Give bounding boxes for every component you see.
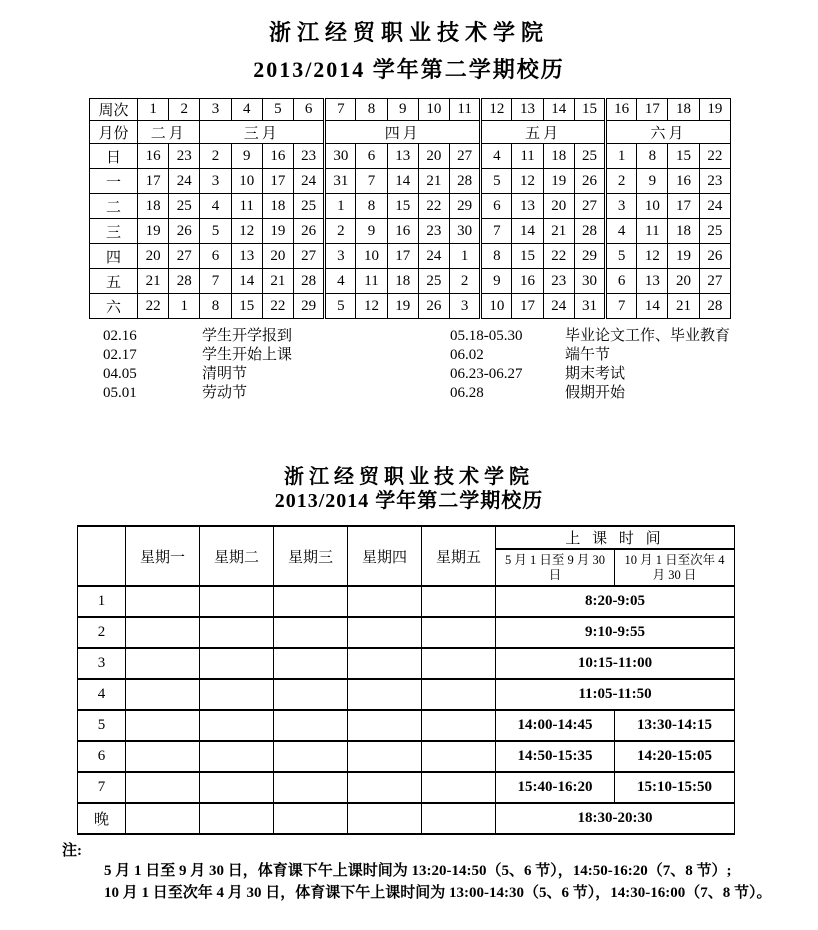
weekday-header-thursday: 星期四 [348, 526, 422, 586]
event-date: 06.23-06.27 [450, 366, 523, 382]
date-cell: 23 [543, 269, 574, 294]
date-cell: 27 [699, 269, 730, 294]
date-cell: 19 [543, 169, 574, 194]
schedule-cell [274, 772, 348, 803]
week-number-row [90, 99, 731, 121]
day-row [90, 244, 731, 269]
schedule-cell [126, 803, 200, 834]
schedule-cell [126, 741, 200, 772]
school-title: 浙江经贸职业技术学院 [268, 20, 549, 45]
footnote-label: 注: [62, 843, 82, 859]
date-cell: 2 [325, 219, 356, 244]
date-cell: 6 [200, 244, 231, 269]
date-cell: 25 [169, 194, 200, 219]
date-cell: 27 [169, 244, 200, 269]
date-cell: 14 [387, 169, 418, 194]
date-cell: 17 [138, 169, 169, 194]
date-cell: 7 [606, 294, 637, 319]
date-cell: 18 [668, 219, 699, 244]
calendar-table [89, 98, 731, 319]
date-cell: 3 [450, 294, 481, 319]
timetable-row [78, 741, 735, 772]
time-cell: 9:10-9:55 [496, 617, 735, 648]
time-period-summer-header: 5 月 1 日至 9 月 30 日 [496, 549, 615, 586]
event-desc: 清明节 [202, 366, 248, 382]
week-number-cell: 12 [481, 99, 512, 121]
schedule-cell [200, 803, 274, 834]
time-cell: 18:30-20:30 [496, 803, 735, 834]
date-cell: 30 [574, 269, 605, 294]
schedule-cell [422, 710, 496, 741]
event-date: 02.16 [103, 328, 137, 344]
day-row [90, 194, 731, 219]
date-cell: 11 [637, 219, 668, 244]
schedule-cell [274, 617, 348, 648]
event-date: 05.18-05.30 [450, 328, 523, 344]
schedule-cell [422, 648, 496, 679]
date-cell: 6 [356, 144, 387, 169]
time-cell: 8:20-9:05 [496, 586, 735, 617]
class-timetable [77, 525, 735, 835]
schedule-cell [348, 710, 422, 741]
week-number-cell: 8 [356, 99, 387, 121]
date-cell: 15 [387, 194, 418, 219]
week-number-cell: 18 [668, 99, 699, 121]
week-number-cell: 3 [200, 99, 231, 121]
date-cell: 31 [574, 294, 605, 319]
timetable-row [78, 710, 735, 741]
date-cell: 29 [574, 244, 605, 269]
date-cell: 12 [512, 169, 543, 194]
date-cell: 26 [294, 219, 325, 244]
date-cell: 17 [512, 294, 543, 319]
time-cell: 15:40-16:20 [496, 772, 615, 803]
day-label: 六 [90, 294, 138, 319]
date-cell: 9 [356, 219, 387, 244]
schedule-cell [200, 586, 274, 617]
date-cell: 25 [699, 219, 730, 244]
date-cell: 13 [231, 244, 262, 269]
date-cell: 28 [574, 219, 605, 244]
event-desc: 期末考试 [565, 366, 626, 382]
date-cell: 11 [512, 144, 543, 169]
schedule-cell [126, 586, 200, 617]
date-cell: 5 [606, 244, 637, 269]
date-cell: 25 [418, 269, 449, 294]
month-cell: 五月 [481, 121, 606, 144]
time-cell: 11:05-11:50 [496, 679, 735, 710]
date-cell: 7 [481, 219, 512, 244]
date-cell: 21 [138, 269, 169, 294]
month-cell: 二月 [138, 121, 200, 144]
event-line [103, 365, 818, 384]
event-desc: 假期开始 [565, 385, 626, 401]
month-row [90, 121, 731, 144]
date-cell: 1 [606, 144, 637, 169]
date-cell: 29 [294, 294, 325, 319]
date-cell: 15 [668, 144, 699, 169]
schedule-cell [348, 803, 422, 834]
date-cell: 27 [574, 194, 605, 219]
date-cell: 18 [543, 144, 574, 169]
schedule-cell [274, 679, 348, 710]
date-cell: 5 [481, 169, 512, 194]
date-cell: 13 [637, 269, 668, 294]
schedule-cell [422, 772, 496, 803]
date-cell: 16 [262, 144, 293, 169]
date-cell: 10 [231, 169, 262, 194]
month-cell: 六月 [606, 121, 731, 144]
school-title-2: 浙江经贸职业技术学院 [284, 466, 534, 488]
event-desc: 学生开始上课 [202, 347, 293, 363]
schedule-cell [422, 679, 496, 710]
schedule-cell [274, 741, 348, 772]
timetable-row [78, 617, 735, 648]
time-cell: 14:00-14:45 [496, 710, 615, 741]
date-cell: 24 [418, 244, 449, 269]
date-cell: 20 [418, 144, 449, 169]
date-cell: 6 [481, 194, 512, 219]
date-cell: 4 [481, 144, 512, 169]
date-cell: 28 [169, 269, 200, 294]
date-cell: 3 [200, 169, 231, 194]
week-number-cell: 2 [169, 99, 200, 121]
date-cell: 2 [450, 269, 481, 294]
day-row [90, 219, 731, 244]
date-cell: 7 [200, 269, 231, 294]
schedule-cell [274, 710, 348, 741]
date-cell: 15 [512, 244, 543, 269]
month-cell: 三月 [200, 121, 325, 144]
date-cell: 16 [387, 219, 418, 244]
schedule-cell [126, 772, 200, 803]
day-row [90, 144, 731, 169]
event-desc: 毕业论文工作、毕业教育 [565, 328, 731, 344]
date-cell: 9 [481, 269, 512, 294]
date-cell: 16 [138, 144, 169, 169]
time-cell: 15:10-15:50 [615, 772, 735, 803]
date-cell: 8 [481, 244, 512, 269]
timetable-row [78, 803, 735, 834]
schedule-cell [422, 741, 496, 772]
day-label: 日 [90, 144, 138, 169]
timetable-row [78, 679, 735, 710]
timetable-row [78, 648, 735, 679]
date-cell: 20 [668, 269, 699, 294]
date-cell: 6 [606, 269, 637, 294]
date-cell: 2 [606, 169, 637, 194]
event-line [103, 327, 818, 346]
date-cell: 9 [231, 144, 262, 169]
date-cell: 3 [325, 244, 356, 269]
event-desc: 学生开学报到 [202, 328, 293, 344]
week-number-cell: 11 [450, 99, 481, 121]
event-date: 02.17 [103, 347, 137, 363]
date-cell: 21 [262, 269, 293, 294]
date-cell: 31 [325, 169, 356, 194]
timetable-corner-cell [78, 526, 126, 586]
date-cell: 21 [418, 169, 449, 194]
week-number-cell: 13 [512, 99, 543, 121]
date-cell: 1 [450, 244, 481, 269]
event-date: 06.02 [450, 347, 484, 363]
schedule-cell [126, 679, 200, 710]
date-cell: 26 [574, 169, 605, 194]
date-cell: 18 [138, 194, 169, 219]
period-label: 7 [78, 772, 126, 803]
day-label: 一 [90, 169, 138, 194]
day-row [90, 269, 731, 294]
weekday-header-tuesday: 星期二 [200, 526, 274, 586]
date-cell: 17 [262, 169, 293, 194]
schedule-cell [126, 710, 200, 741]
date-cell: 8 [356, 194, 387, 219]
schedule-cell [348, 617, 422, 648]
event-desc: 端午节 [565, 347, 611, 363]
period-label: 3 [78, 648, 126, 679]
date-cell: 19 [668, 244, 699, 269]
class-time-header: 上 课 时 间 [496, 526, 735, 549]
time-cell: 14:50-15:35 [496, 741, 615, 772]
date-cell: 27 [450, 144, 481, 169]
date-cell: 22 [699, 144, 730, 169]
date-cell: 10 [481, 294, 512, 319]
semester-calendar-title: 2013/2014 学年第二学期校历 [253, 57, 565, 82]
event-date: 06.28 [450, 385, 484, 401]
date-cell: 28 [699, 294, 730, 319]
date-cell: 27 [294, 244, 325, 269]
date-cell: 26 [418, 294, 449, 319]
event-line [103, 346, 818, 365]
date-cell: 28 [294, 269, 325, 294]
date-cell: 28 [450, 169, 481, 194]
date-cell: 26 [699, 244, 730, 269]
period-label: 2 [78, 617, 126, 648]
week-number-cell: 15 [574, 99, 605, 121]
event-date: 05.01 [103, 385, 137, 401]
date-cell: 3 [606, 194, 637, 219]
date-cell: 16 [512, 269, 543, 294]
time-period-winter-header: 10 月 1 日至次年 4 月 30 日 [615, 549, 735, 586]
week-number-cell: 17 [637, 99, 668, 121]
schedule-cell [348, 772, 422, 803]
schedule-cell [200, 772, 274, 803]
schedule-cell [200, 679, 274, 710]
date-cell: 11 [231, 194, 262, 219]
schedule-cell [274, 586, 348, 617]
week-number-cell: 1 [138, 99, 169, 121]
month-header-label: 月份 [90, 121, 138, 144]
date-cell: 8 [200, 294, 231, 319]
period-label: 晚 [78, 803, 126, 834]
date-cell: 23 [294, 144, 325, 169]
schedule-cell [348, 648, 422, 679]
day-row [90, 294, 731, 319]
period-label: 5 [78, 710, 126, 741]
schedule-cell [348, 679, 422, 710]
date-cell: 14 [231, 269, 262, 294]
schedule-cell [200, 648, 274, 679]
timetable-row [78, 772, 735, 803]
month-cell: 四月 [325, 121, 481, 144]
date-cell: 4 [325, 269, 356, 294]
period-label: 6 [78, 741, 126, 772]
time-cell: 10:15-11:00 [496, 648, 735, 679]
date-cell: 19 [262, 219, 293, 244]
day-label: 三 [90, 219, 138, 244]
timetable-row [78, 586, 735, 617]
week-number-cell: 10 [418, 99, 449, 121]
schedule-cell [422, 586, 496, 617]
date-cell: 1 [325, 194, 356, 219]
date-cell: 7 [356, 169, 387, 194]
week-number-cell: 16 [606, 99, 637, 121]
event-date: 04.05 [103, 366, 137, 382]
schedule-cell [126, 648, 200, 679]
schedule-cell [274, 803, 348, 834]
day-row [90, 169, 731, 194]
date-cell: 18 [387, 269, 418, 294]
date-cell: 10 [356, 244, 387, 269]
semester-calendar-title-2: 2013/2014 学年第二学期校历 [274, 490, 544, 512]
date-cell: 5 [325, 294, 356, 319]
date-cell: 22 [418, 194, 449, 219]
weekday-header-friday: 星期五 [422, 526, 496, 586]
date-cell: 23 [418, 219, 449, 244]
date-cell: 20 [138, 244, 169, 269]
day-label: 二 [90, 194, 138, 219]
schedule-cell [200, 617, 274, 648]
weekday-header-wednesday: 星期三 [274, 526, 348, 586]
schedule-cell [422, 803, 496, 834]
events-list [103, 327, 818, 403]
week-header-label: 周次 [90, 99, 138, 121]
date-cell: 21 [543, 219, 574, 244]
date-cell: 13 [387, 144, 418, 169]
date-cell: 12 [356, 294, 387, 319]
period-label: 4 [78, 679, 126, 710]
weekday-header-monday: 星期一 [126, 526, 200, 586]
date-cell: 19 [138, 219, 169, 244]
date-cell: 18 [262, 194, 293, 219]
date-cell: 10 [637, 194, 668, 219]
period-label: 1 [78, 586, 126, 617]
date-cell: 15 [231, 294, 262, 319]
schedule-cell [200, 710, 274, 741]
date-cell: 30 [325, 144, 356, 169]
week-number-cell: 5 [262, 99, 293, 121]
week-number-cell: 4 [231, 99, 262, 121]
date-cell: 12 [637, 244, 668, 269]
date-cell: 24 [169, 169, 200, 194]
time-cell: 14:20-15:05 [615, 741, 735, 772]
date-cell: 4 [200, 194, 231, 219]
date-cell: 24 [543, 294, 574, 319]
day-label: 五 [90, 269, 138, 294]
schedule-cell [348, 741, 422, 772]
date-cell: 19 [387, 294, 418, 319]
schedule-cell [200, 741, 274, 772]
time-cell: 13:30-14:15 [615, 710, 735, 741]
date-cell: 20 [262, 244, 293, 269]
date-cell: 23 [169, 144, 200, 169]
event-desc: 劳动节 [202, 385, 248, 401]
week-number-cell: 7 [325, 99, 356, 121]
date-cell: 1 [169, 294, 200, 319]
schedule-cell [126, 617, 200, 648]
date-cell: 29 [450, 194, 481, 219]
footnote-line: 10 月 1 日至次年 4 月 30 日，体育课下午上课时间为 13:00-14:30（5、6 节），14:30-16:00（7、8 节）。 [104, 884, 772, 901]
event-line [103, 384, 818, 403]
date-cell: 26 [169, 219, 200, 244]
date-cell: 9 [637, 169, 668, 194]
date-cell: 25 [574, 144, 605, 169]
date-cell: 2 [200, 144, 231, 169]
date-cell: 23 [699, 169, 730, 194]
week-number-cell: 9 [387, 99, 418, 121]
date-cell: 17 [668, 194, 699, 219]
day-label: 四 [90, 244, 138, 269]
footnote-line: 5 月 1 日至 9 月 30 日，体育课下午上课时间为 13:20-14:50（5、6 节），14:50-16:20（7、8 节）; [104, 863, 732, 879]
date-cell: 4 [606, 219, 637, 244]
schedule-cell [348, 586, 422, 617]
date-cell: 22 [138, 294, 169, 319]
date-cell: 16 [668, 169, 699, 194]
schedule-cell [274, 648, 348, 679]
date-cell: 8 [637, 144, 668, 169]
week-number-cell: 14 [543, 99, 574, 121]
date-cell: 5 [200, 219, 231, 244]
date-cell: 30 [450, 219, 481, 244]
date-cell: 24 [699, 194, 730, 219]
date-cell: 25 [294, 194, 325, 219]
date-cell: 20 [543, 194, 574, 219]
date-cell: 14 [512, 219, 543, 244]
date-cell: 21 [668, 294, 699, 319]
date-cell: 14 [637, 294, 668, 319]
week-number-cell: 19 [699, 99, 730, 121]
date-cell: 17 [387, 244, 418, 269]
schedule-cell [422, 617, 496, 648]
date-cell: 22 [262, 294, 293, 319]
date-cell: 24 [294, 169, 325, 194]
date-cell: 22 [543, 244, 574, 269]
week-number-cell: 6 [294, 99, 325, 121]
footnote [62, 841, 818, 904]
date-cell: 11 [356, 269, 387, 294]
date-cell: 12 [231, 219, 262, 244]
date-cell: 13 [512, 194, 543, 219]
